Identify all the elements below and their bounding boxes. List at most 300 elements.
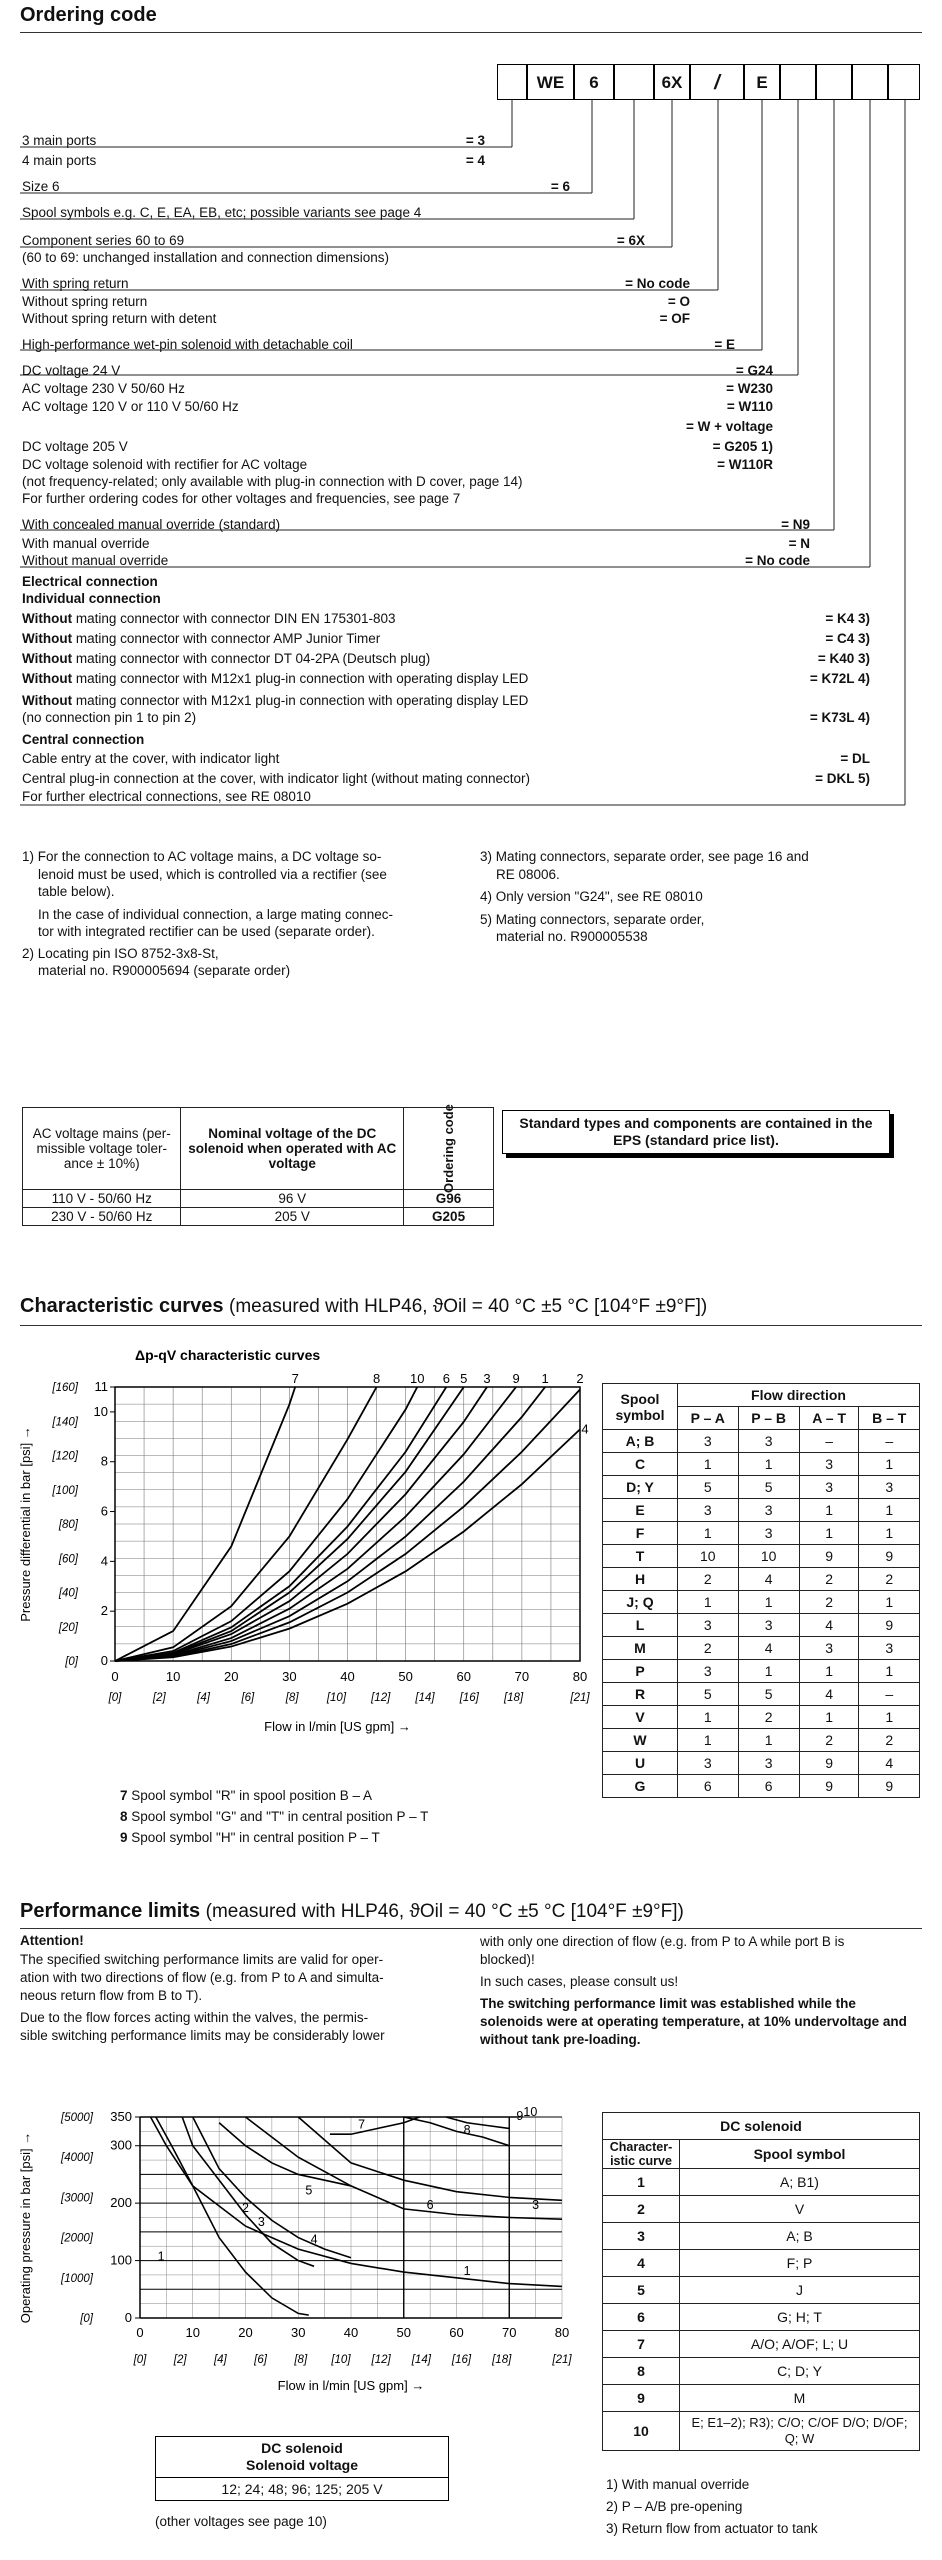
- curve-label: 8: [463, 2123, 471, 2138]
- footnote-line: 4) Only version "G24", see RE 08010: [480, 889, 703, 904]
- table-cell: 3: [799, 1453, 859, 1476]
- x-tick-secondary: [0]: [133, 2354, 147, 2366]
- x-tick-secondary: [21]: [552, 2354, 572, 2366]
- ordering-row-code: = W110: [726, 399, 773, 414]
- table-cell: 1: [799, 1660, 859, 1683]
- table-cell: 9: [799, 1775, 859, 1798]
- table-cell: W: [603, 1729, 678, 1752]
- x-tick-label: 40: [343, 2325, 359, 2340]
- x-tick-label: 30: [282, 1669, 297, 1684]
- dc-spool-cell: E; E1–2); R3); C/O; C/OF D/O; D/OF; Q; W: [680, 2412, 920, 2451]
- ac-voltage-table: [22, 1104, 494, 1226]
- table-cell: 3: [859, 1476, 920, 1499]
- flow-direction-header: Flow direction: [678, 1384, 920, 1407]
- x-tick-label: 50: [396, 2325, 411, 2340]
- ac-col-code: [404, 1104, 494, 1193]
- y-tick-secondary: [0]: [80, 2313, 93, 2325]
- central-item-code: = DL: [840, 751, 870, 766]
- electrical-item-code: = C4 3): [825, 631, 870, 646]
- dc-footnote: 3) Return flow from actuator to tank: [606, 2521, 818, 2536]
- table-cell: 10: [678, 1545, 739, 1568]
- dc-curve-cell: 4: [603, 2250, 680, 2277]
- chart-note-text: Spool symbol "H" in central position P – T: [127, 1830, 380, 1845]
- y-tick-label: 100: [110, 2252, 132, 2268]
- dc-curve-cell: 3: [603, 2223, 680, 2250]
- ordering-row-code: = E: [714, 337, 735, 352]
- ordering-row-code: = G205 1): [712, 439, 773, 454]
- table-cell: 4: [799, 1683, 859, 1706]
- ordering-row-text: Size 6: [22, 179, 60, 194]
- chart-note-num: 7: [120, 1788, 128, 1803]
- perf-line: The specified switching performance limits are valid for oper-: [20, 1952, 384, 1967]
- table-cell: 3: [678, 1660, 739, 1683]
- dc-spool-cell: M: [680, 2385, 920, 2412]
- dc-curve-cell: 6: [603, 2304, 680, 2331]
- x-tick-label: 20: [224, 1669, 239, 1684]
- table-cell: F: [603, 1522, 678, 1545]
- x-tick-label: 80: [554, 2325, 570, 2340]
- x-tick-label: 60: [449, 2325, 464, 2340]
- y-tick-label: 2: [100, 1603, 108, 1619]
- perf-title: [20, 1900, 684, 1923]
- char-rule: [20, 1325, 922, 1326]
- y-tick-secondary: [40]: [58, 1587, 78, 1600]
- table-cell: 9: [799, 1545, 859, 1568]
- x-tick-label: 50: [398, 1669, 413, 1684]
- electrical-item: [22, 611, 396, 626]
- perf-rule: [20, 1928, 922, 1929]
- table-cell: 3: [678, 1614, 739, 1637]
- y-tick-label: 4: [100, 1553, 108, 1569]
- ac-cell: 96 V: [181, 1190, 404, 1208]
- ordering-row-text: DC voltage solenoid with rectifier for AC voltage: [22, 457, 308, 472]
- flow-subheader: A – T: [799, 1407, 859, 1430]
- y-axis-label: Operating pressure in bar [psi] →: [18, 2131, 33, 2324]
- dc-curve-cell: 8: [603, 2358, 680, 2385]
- table-row: [603, 2412, 920, 2451]
- ordering-row-code: = G24: [735, 363, 773, 378]
- ac-cell: 205 V: [181, 1208, 404, 1226]
- electrical-item-text: mating connector with M12x1 plug-in connection with operating display LED: [72, 671, 529, 686]
- table-cell: 1: [859, 1706, 920, 1729]
- chart-note: [120, 1827, 428, 1848]
- dc-curve-cell: 1: [603, 2169, 680, 2196]
- table-cell: R: [603, 1683, 678, 1706]
- table-cell: 1: [738, 1453, 799, 1476]
- ordering-row-text: With manual override: [22, 536, 150, 551]
- dc-col-spool: Spool symbol: [680, 2140, 920, 2169]
- table-row: [603, 1729, 920, 1752]
- electrical-item: [22, 693, 528, 708]
- electrical-item-text: mating connector with connector DT 04-2PA (Deutsch plug): [72, 651, 431, 666]
- table-cell: 1: [859, 1522, 920, 1545]
- curve-label: 3: [532, 2197, 540, 2212]
- limit-curve-5: [219, 2123, 351, 2186]
- curve-label: 1: [463, 2263, 471, 2278]
- perf-title-sub: (measured with HLP46, ϑOil = 40 °C ±5 °C [104°F ±9°F]): [205, 1901, 684, 1922]
- ordering-row-text: With concealed manual override (standard): [22, 517, 281, 532]
- x-tick-secondary: [4]: [213, 2354, 227, 2366]
- perf-bold-note: The switching performance limit was established while the solenoids were at operating temperature, at 10% undervoltage and without tank pre-loading.: [480, 1996, 907, 2047]
- y-tick-secondary: [3000]: [61, 2192, 93, 2205]
- ac-col-code-label: Ordering code: [441, 1104, 457, 1193]
- x-axis-label: Flow in l/min [US gpm] →: [264, 1719, 411, 1734]
- without-word: Without: [22, 631, 73, 646]
- x-tick-secondary: [4]: [197, 1692, 210, 1704]
- curve-label: 5: [305, 2183, 313, 2198]
- table-cell: –: [859, 1430, 920, 1453]
- table-cell: 2: [738, 1706, 799, 1729]
- table-cell: 1: [738, 1729, 799, 1752]
- x-tick-label: 10: [185, 2325, 200, 2340]
- table-row: [603, 1591, 920, 1614]
- table-row: [603, 2277, 920, 2304]
- table-cell: 3: [738, 1499, 799, 1522]
- ordering-row-code: = OF: [659, 311, 690, 326]
- x-tick-label: 0: [136, 2325, 144, 2340]
- limit-curve-3: [182, 2117, 314, 2266]
- curve-label: 2: [242, 2200, 249, 2215]
- ordering-row-code: = 6: [550, 179, 570, 194]
- ordering-row-text: High-performance wet-pin solenoid with detachable coil: [22, 337, 353, 352]
- table-cell: H: [603, 1568, 678, 1591]
- table-cell: 1: [799, 1522, 859, 1545]
- table-row: [603, 1706, 920, 1729]
- x-axis-label: Flow in l/min [US gpm] →: [277, 2378, 425, 2393]
- table-cell: –: [859, 1683, 920, 1706]
- char-curves-title-sub: (measured with HLP46, ϑOil = 40 °C ±5 °C [104°F ±9°F]): [229, 1296, 708, 1317]
- table-row: [603, 1568, 920, 1591]
- table-row: [603, 1775, 920, 1798]
- ordering-row-text: (60 to 69: unchanged installation and connection dimensions): [22, 250, 389, 265]
- table-row: [603, 1453, 920, 1476]
- char-curves-title: [20, 1295, 707, 1318]
- y-axis-label: Pressure differential in bar [psi] →: [18, 1426, 33, 1622]
- spool-flow-table: [602, 1383, 920, 1798]
- central-item: For further electrical connections, see RE 08010: [22, 789, 311, 804]
- electrical-heading: Electrical connection: [22, 574, 158, 589]
- without-word: Without: [22, 611, 73, 626]
- x-tick-secondary: [18]: [492, 2354, 512, 2366]
- electrical-item-text: mating connector with M12x1 plug-in connection with operating display LED: [72, 693, 529, 708]
- table-cell: 3: [859, 1637, 920, 1660]
- table-cell: 1: [678, 1591, 739, 1614]
- table-row: [603, 1752, 920, 1775]
- dc-footnotes: [606, 2474, 818, 2540]
- voltage-box-value: 12; 24; 48; 96; 125; 205 V: [221, 2481, 383, 2497]
- dp-qv-chart: [0, 1330, 600, 1734]
- electrical-item-code: = K40 3): [817, 651, 870, 666]
- dc-col-curve: Character-istic curve: [603, 2140, 680, 2169]
- table-cell: 2: [678, 1637, 739, 1660]
- perf-text-right: [480, 1933, 920, 2049]
- char-curves-title-text: Characteristic curves: [20, 1295, 224, 1317]
- table-cell: 2: [859, 1729, 920, 1752]
- y-tick-secondary: [140]: [52, 1416, 78, 1429]
- x-tick-secondary: [18]: [503, 1692, 524, 1704]
- x-tick-secondary: [12]: [371, 1692, 391, 1704]
- footnote-line: lenoid must be used, which is controlled via a rectifier (see: [38, 867, 387, 882]
- table-row: [603, 1476, 920, 1499]
- ordering-row-text: DC voltage 24 V: [22, 363, 121, 378]
- voltage-note: (other voltages see page 10): [155, 2514, 327, 2529]
- table-cell: 4: [859, 1752, 920, 1775]
- table-cell: A; B: [603, 1430, 678, 1453]
- table-cell: J; Q: [603, 1591, 678, 1614]
- curve-label: 7: [291, 1371, 299, 1386]
- table-cell: 4: [738, 1568, 799, 1591]
- dc-footnote: 2) P – A/B pre-opening: [606, 2499, 743, 2514]
- ordering-row-text: Spool symbols e.g. C, E, EA, EB, etc; possible variants see page 4: [22, 205, 422, 220]
- y-tick-secondary: [120]: [52, 1450, 78, 1463]
- ordering-row-text: AC voltage 230 V 50/60 Hz: [22, 381, 185, 396]
- table-row: [603, 1660, 920, 1683]
- ordering-row-code: = O: [667, 294, 690, 309]
- y-tick-label: 11: [94, 1379, 108, 1394]
- curve-label: 9: [512, 1371, 520, 1386]
- x-tick-secondary: [2]: [173, 2354, 187, 2366]
- table-cell: 5: [678, 1683, 739, 1706]
- limit-curve-9: [446, 2117, 509, 2128]
- y-tick-secondary: [2000]: [61, 2232, 93, 2245]
- table-cell: 3: [799, 1637, 859, 1660]
- dc-curve-cell: 10: [603, 2412, 680, 2451]
- ordering-row-text: DC voltage 205 V: [22, 439, 128, 454]
- x-tick-secondary: [12]: [371, 2354, 391, 2366]
- y-tick-secondary: [160]: [52, 1382, 78, 1394]
- table-cell: U: [603, 1752, 678, 1775]
- curve-label: 4: [581, 1421, 589, 1437]
- table-row: [603, 2304, 920, 2331]
- y-tick-secondary: [60]: [58, 1553, 78, 1566]
- chart-note: [120, 1806, 428, 1827]
- footnote-line: In the case of individual connection, a large mating connec-: [38, 907, 393, 922]
- table-cell: –: [799, 1430, 859, 1453]
- table-cell: 2: [678, 1568, 739, 1591]
- ordering-row-code: = 6X: [616, 233, 645, 248]
- table-cell: 1: [859, 1453, 920, 1476]
- ordering-row-text: 3 main ports: [22, 133, 97, 148]
- code-box: E: [744, 64, 780, 100]
- curve-label: 10: [410, 1371, 425, 1386]
- x-tick-label: 30: [291, 2325, 306, 2340]
- table-cell: 1: [678, 1729, 739, 1752]
- ordering-row-text: AC voltage 120 V or 110 V 50/60 Hz: [22, 399, 239, 414]
- curve-label: 10: [523, 2104, 538, 2119]
- voltage-box-title2: Solenoid voltage: [156, 2457, 448, 2478]
- y-tick-label: 300: [110, 2137, 132, 2153]
- x-tick-label: 20: [238, 2325, 253, 2340]
- table-row: [603, 1683, 920, 1706]
- table-cell: V: [603, 1706, 678, 1729]
- k73l-line: (no connection pin 1 to pin 2): [22, 710, 197, 725]
- code-box: 6: [574, 64, 614, 100]
- dc-spool-cell: F; P: [680, 2250, 920, 2277]
- footnote-line: tor with integrated rectifier can be used (separate order).: [38, 924, 375, 939]
- ordering-connector-lines: [0, 0, 942, 880]
- x-tick-secondary: [8]: [294, 2354, 308, 2366]
- y-tick-label: 0: [100, 1653, 108, 1668]
- y-tick-secondary: [0]: [65, 1656, 78, 1668]
- dc-footnote: 1) With manual override: [606, 2477, 750, 2492]
- table-cell: 1: [859, 1591, 920, 1614]
- table-cell: 4: [799, 1614, 859, 1637]
- table-cell: 1: [859, 1660, 920, 1683]
- attention-label: Attention!: [20, 1933, 84, 1948]
- ordering-row-text: Component series 60 to 69: [22, 233, 185, 248]
- x-tick-secondary: [21]: [570, 1692, 590, 1704]
- table-cell: C: [603, 1453, 678, 1476]
- dc-spool-cell: C; D; Y: [680, 2358, 920, 2385]
- ordering-row-code: = No code: [625, 276, 690, 291]
- y-tick-secondary: [4000]: [61, 2152, 93, 2165]
- table-row: [603, 1499, 920, 1522]
- table-cell: E: [603, 1499, 678, 1522]
- curve-label: 6: [426, 2197, 434, 2212]
- ordering-code-title: Ordering code: [20, 4, 157, 26]
- electrical-item: [22, 631, 380, 646]
- footnote-line: 1) For the connection to AC voltage mains, a DC voltage so-: [22, 849, 382, 864]
- perf-line: Due to the flow forces acting within the valves, the permis-: [20, 2010, 369, 2025]
- table-cell: 1: [678, 1453, 739, 1476]
- table-cell: 3: [738, 1430, 799, 1453]
- perf-line: with only one direction of flow (e.g. from P to A while port B is: [480, 1934, 845, 1949]
- ac-col-nominal: Nominal voltage of the DC solenoid when operated with AC voltage: [181, 1108, 404, 1190]
- electrical-item: [22, 671, 528, 686]
- ordering-row-code: = 3: [465, 133, 485, 148]
- central-item: Cable entry at the cover, with indicator light: [22, 751, 280, 766]
- voltage-box-title1: DC solenoid: [261, 2440, 343, 2456]
- ordering-row-code: = W110R: [717, 457, 773, 472]
- table-row: [23, 1190, 494, 1208]
- y-tick-label: 10: [93, 1403, 108, 1419]
- dc-solenoid-table: [602, 2112, 920, 2451]
- without-word: Without: [22, 693, 73, 708]
- dc-table-title: DC solenoid: [603, 2113, 920, 2140]
- table-row: [603, 2331, 920, 2358]
- table-cell: 3: [799, 1476, 859, 1499]
- curve-label: 9: [516, 2108, 524, 2123]
- table-row: [603, 2196, 920, 2223]
- table-row: [603, 2223, 920, 2250]
- table-row: [603, 1430, 920, 1453]
- ordering-row-text: Without manual override: [22, 553, 169, 568]
- x-tick-label: 10: [165, 1669, 181, 1684]
- y-tick-secondary: [80]: [58, 1519, 78, 1531]
- flow-subheader: B – T: [859, 1407, 920, 1430]
- code-box: /: [690, 64, 744, 100]
- ordering-row-text: 4 main ports: [22, 153, 97, 168]
- curve-label: 6: [442, 1371, 450, 1386]
- x-tick-label: 0: [111, 1669, 119, 1684]
- table-cell: L: [603, 1614, 678, 1637]
- table-row: [603, 1637, 920, 1660]
- individual-heading: Individual connection: [22, 591, 161, 606]
- table-row: [603, 2385, 920, 2412]
- chart-note-num: 8: [120, 1809, 128, 1824]
- table-cell: 10: [738, 1545, 799, 1568]
- voltage-box: [155, 2436, 449, 2501]
- dc-spool-cell: J: [680, 2277, 920, 2304]
- ordering-row-code: = N9: [781, 517, 810, 532]
- x-tick-secondary: [0]: [108, 1692, 122, 1704]
- table-cell: 2: [799, 1729, 859, 1752]
- table-cell: 3: [678, 1499, 739, 1522]
- table-cell: 1: [799, 1706, 859, 1729]
- ordering-row-code: = W230: [726, 381, 773, 396]
- chart-notes: [120, 1785, 428, 1848]
- table-cell: 1: [678, 1522, 739, 1545]
- footnote-line: table below).: [38, 884, 115, 899]
- y-tick-secondary: [5000]: [61, 2112, 93, 2124]
- central-item-code: = DKL 5): [815, 771, 870, 786]
- curve-label: 7: [358, 2117, 366, 2132]
- table-cell: G: [603, 1775, 678, 1798]
- chart-note-num: 9: [120, 1830, 128, 1845]
- footnote-line: 2) Locating pin ISO 8752-3x8-St,: [22, 946, 219, 961]
- table-row: [603, 2169, 920, 2196]
- x-tick-secondary: [8]: [285, 1692, 299, 1704]
- table-cell: 3: [738, 1522, 799, 1545]
- table-cell: 4: [738, 1637, 799, 1660]
- x-tick-secondary: [10]: [326, 1692, 347, 1704]
- dc-curve-cell: 9: [603, 2385, 680, 2412]
- ordering-row-code: = No code: [745, 553, 810, 568]
- perf-title-text: Performance limits: [20, 1900, 201, 1922]
- ordering-row-code: = W + voltage: [685, 419, 773, 434]
- ac-cell: 230 V - 50/60 Hz: [23, 1208, 181, 1226]
- y-tick-label: 350: [110, 2109, 132, 2124]
- ordering-row-text: Without spring return: [22, 294, 148, 309]
- spool-col-header: Spool symbol: [603, 1384, 678, 1430]
- y-tick-label: 0: [124, 2310, 132, 2325]
- table-cell: 6: [738, 1775, 799, 1798]
- x-tick-label: 70: [514, 1669, 530, 1684]
- ac-cell: 110 V - 50/60 Hz: [23, 1190, 181, 1208]
- table-cell: 6: [678, 1775, 739, 1798]
- x-tick-label: 40: [340, 1669, 355, 1684]
- dc-curve-cell: 5: [603, 2277, 680, 2304]
- table-row: [603, 1614, 920, 1637]
- x-tick-secondary: [10]: [331, 2354, 351, 2366]
- electrical-item-text: mating connector with connector AMP Junior Timer: [72, 631, 381, 646]
- x-tick-secondary: [16]: [459, 1692, 479, 1704]
- footnote-line: RE 08006.: [496, 867, 560, 882]
- table-cell: 1: [799, 1499, 859, 1522]
- table-cell: D; Y: [603, 1476, 678, 1499]
- ac-cell: G205: [404, 1208, 494, 1226]
- chart-note: [120, 1785, 428, 1806]
- ordering-row-text: For further ordering codes for other voltages and frequencies, see page 7: [22, 491, 461, 506]
- x-tick-secondary: [16]: [451, 2354, 472, 2366]
- curve-label: 3: [483, 1371, 491, 1386]
- y-tick-secondary: [20]: [58, 1621, 78, 1634]
- table-row: [603, 1545, 920, 1568]
- table-cell: 1: [738, 1660, 799, 1683]
- y-tick-label: 6: [100, 1503, 108, 1519]
- x-tick-label: 60: [456, 1669, 471, 1684]
- dc-spool-cell: A; B1): [680, 2169, 920, 2196]
- table-cell: 5: [678, 1476, 739, 1499]
- footnote-line: 3) Mating connectors, separate order, see page 16 and: [480, 849, 809, 864]
- perf-text-left: [20, 1951, 480, 2045]
- central-heading: Central connection: [22, 732, 145, 747]
- table-cell: 2: [799, 1568, 859, 1591]
- ac-col-mains: AC voltage mains (per-missible voltage toler-ance ± 10%): [23, 1108, 181, 1190]
- x-tick-secondary: [14]: [415, 1692, 435, 1704]
- table-cell: 1: [738, 1591, 799, 1614]
- table-cell: 1: [859, 1499, 920, 1522]
